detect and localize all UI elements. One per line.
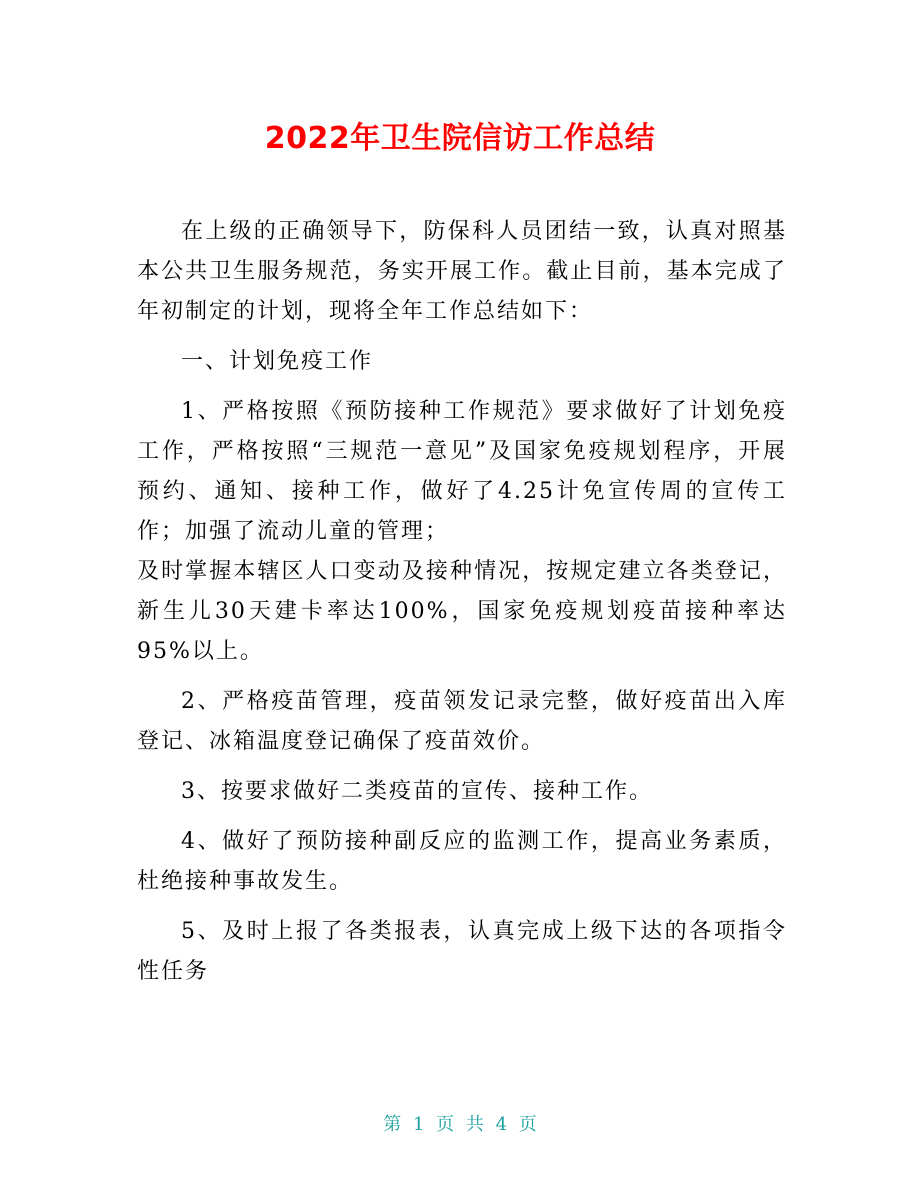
section-heading-immunization: 一、计划免疫工作	[181, 349, 374, 374]
document-title: 2022年卫生院信访工作总结	[264, 121, 656, 156]
paragraph-item-5: 5、及时上报了各类报表，认真完成上级下达的各项指令性任务	[137, 919, 787, 984]
page-footer: 第 1 页 共 4 页	[383, 1114, 537, 1135]
paragraph-item-1: 1、严格按照《预防接种工作规范》要求做好了计划免疫工作，严格按照“三规范一意见”及国家免疫规划程序，开展预约、通知、接种工作，做好了4.25计免宣传周的宣传工作；加强了流动儿童的管理；	[137, 399, 787, 544]
paragraph-item-2: 2、严格疫苗管理，疫苗领发记录完整，做好疫苗出入库登记、冰箱温度登记确保了疫苗效价。	[137, 689, 787, 754]
document-body	[137, 212, 787, 992]
paragraph-item-4: 4、做好了预防接种副反应的监测工作，提高业务素质，杜绝接种事故发生。	[137, 829, 787, 894]
paragraph-item-1-continued: 及时掌握本辖区人口变动及接种情况，按规定建立各类登记，新生儿30天建卡率达100%，国家免疫规划疫苗接种率达95%以上。	[137, 559, 787, 664]
paragraph-item-3: 3、按要求做好二类疫苗的宣传、接种工作。	[181, 779, 653, 804]
paragraph-intro: 在上级的正确领导下，防保科人员团结一致，认真对照基本公共卫生服务规范，务实开展工作。截止目前，基本完成了年初制定的计划，现将全年工作总结如下：	[137, 219, 787, 324]
